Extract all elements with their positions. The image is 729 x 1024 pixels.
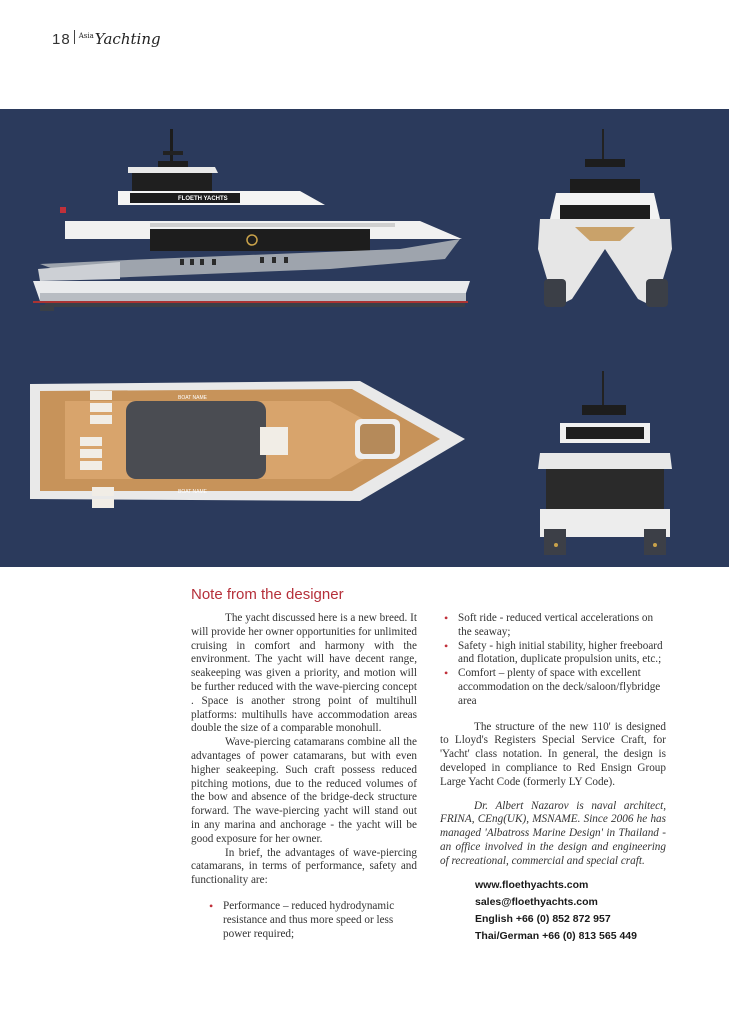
side-profile-view — [33, 129, 470, 311]
paragraph-advantages: In brief, the advantages of wave-piercing catamarans, in terms of performance, safety and functionality are: — [191, 846, 417, 887]
deck-label-bottom: BOAT NAME — [178, 489, 207, 495]
article-left-column — [191, 612, 417, 941]
advantages-list-start — [191, 900, 417, 941]
deck-label-top: BOAT NAME — [178, 395, 207, 401]
magazine-logo: $^{Asia}$Yachting — [78, 30, 161, 48]
hull-brand-label: FLOETH YACHTS — [178, 196, 228, 202]
paragraph-author-bio: Dr. Albert Nazarov is naval architect, FRINA, CEng(UK), MSNAME. Since 2006 he has managed 'Albatross Marine Design' in Thailand - an office involved in the design and engineering of recreational, commercial and special craft. — [440, 799, 666, 867]
page-number: 18 — [52, 31, 71, 48]
contact-phone-english: English +66 (0) 852 872 957 — [475, 912, 611, 925]
rear-view — [538, 371, 672, 555]
bullet-safety: • Safety - high initial stability, higher freeboard and flotation, duplicate propulsion units, etc.; — [444, 640, 666, 668]
contact-block — [440, 877, 666, 945]
paragraph-structure: The structure of the new 110' is designed to Lloyd's Registers Special Service Craft, for 'Yacht' class notation. In general, the design is developed in compliance to Red Ensign Group Large Yacht Code (formerly LY Code). — [440, 720, 666, 788]
bullet-comfort: • Comfort – plenty of space with excellent accommodation on the deck/saloon/flybridge area — [444, 667, 666, 708]
plan-view — [30, 381, 465, 508]
front-view — [538, 129, 672, 307]
bullet-performance: • Performance – reduced hydrodynamic resistance and thus more speed or less power required; — [209, 900, 417, 941]
contact-phone-thai-german: Thai/German +66 (0) 813 565 449 — [475, 929, 637, 942]
article-heading: Note from the designer — [191, 586, 344, 603]
advantages-list-continued — [440, 612, 666, 709]
paragraph-intro: The yacht discussed here is a new breed. It will provide her owner opportunities for unlimited cruising in comfort and harmony with the environment. The yacht will have decent range, seakeeping was given a priority, and motion will be further reduced with the wave-piercing concept . Space is another strong point of multihull platforms: multihulls have accommodation areas double the size of a comparable monohull. — [191, 612, 417, 735]
yacht-renderings — [0, 109, 729, 567]
yacht-renderings-panel — [0, 109, 729, 567]
header-divider — [74, 30, 75, 44]
page-header — [52, 30, 161, 52]
contact-website[interactable]: www.floethyachts.com — [475, 878, 589, 891]
contact-email[interactable]: sales@floethyachts.com — [475, 895, 598, 908]
bullet-soft-ride: • Soft ride - reduced vertical accelerations on the seaway; — [444, 612, 666, 640]
paragraph-wave-piercing: Wave-piercing catamarans combine all the advantages of power catamarans, but with even higher seakeeping. Such craft possess reduced pitching motions, due to the reduced volumes of the bow and absence of the bridge-deck structure forward. The wave-piercing yacht will stand out in any marina and anchorage - the yacht will be good exposure for her owner. — [191, 736, 417, 845]
article-right-column — [440, 612, 666, 945]
